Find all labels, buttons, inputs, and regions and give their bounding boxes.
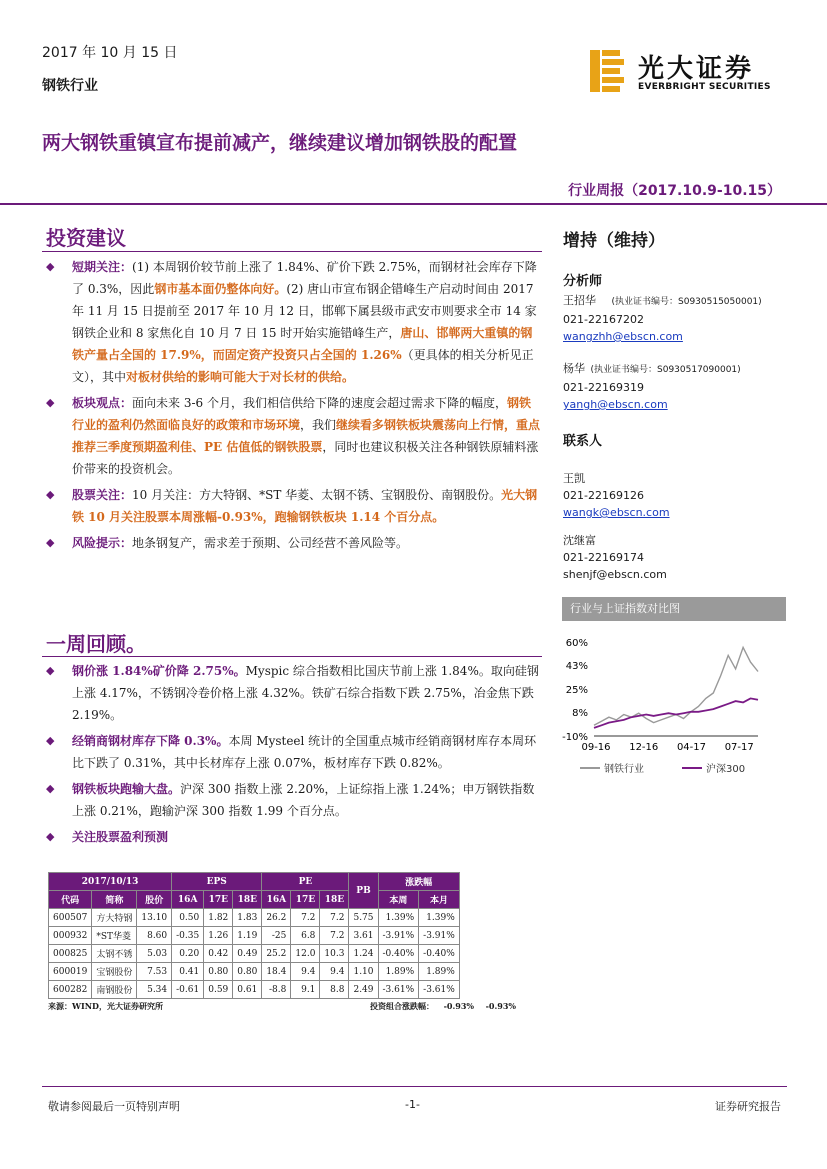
highlight-text: 对板材供给的影响可能大于对长材的供给。 xyxy=(126,370,355,384)
contact-phone: 021-22169126 xyxy=(563,489,644,502)
table-header-cell: PE xyxy=(262,873,349,891)
table-cell: 5.75 xyxy=(349,909,378,927)
contact-1 xyxy=(563,470,670,521)
body-text: (1) 本周钢价较节前上涨了 1.84%、矿价下跌 2.75%，而钢材社会库存下降了 0.3%，因此 xyxy=(72,260,537,296)
analyst-phone: 021-22169319 xyxy=(563,381,644,394)
analyst-phone: 021-22167202 xyxy=(563,313,644,326)
y-tick-label: 43% xyxy=(565,660,588,672)
highlight-text: 钢市基本面仍整体向好。 xyxy=(154,282,287,296)
table-row xyxy=(49,909,460,927)
body-text: (2) 唐山市宣布钢企错峰生产启动时间由 2017 年 11 月 15 日提前至 2017 年 10 月 12 日，邯郸下属县级市武安市则要求全市 14 家钢铁企业和 8 家焦化自 10 月 7 日 15 时开始实施错峰生产， xyxy=(72,282,537,340)
header-divider xyxy=(0,203,827,205)
table-cell: 25.2 xyxy=(262,945,291,963)
table-cell: -3.61% xyxy=(378,981,419,999)
table-cell: 1.39% xyxy=(378,909,419,927)
table-header-cell: EPS xyxy=(172,873,262,891)
table-cell: -3.91% xyxy=(378,927,419,945)
table-cell: -8.8 xyxy=(262,981,291,999)
table-header-cell: 本月 xyxy=(419,891,460,909)
table-header-cell: 17E xyxy=(291,891,320,909)
table-cell: 1.39% xyxy=(419,909,460,927)
contact-email: shenjf@ebscn.com xyxy=(563,568,667,581)
analyst-2 xyxy=(563,360,793,413)
table-cell: 1.24 xyxy=(349,945,378,963)
analyst-name: 王招华 xyxy=(563,294,596,307)
portfolio-week: -0.93% xyxy=(443,1001,474,1011)
body-text: 10 月关注：方大特钢、*ST 华菱、太钢不锈、宝钢股份、南钢股份。 xyxy=(132,488,502,502)
body-text: ，我们 xyxy=(300,418,337,432)
table-cell: 600282 xyxy=(49,981,92,999)
logo-text-cn: 光大证券 xyxy=(638,54,755,84)
diamond-bullet-icon: ◆ xyxy=(46,734,55,747)
table-header-cell: 18E xyxy=(233,891,262,909)
highlight-text: 光大钢铁 10 月关注股票本周涨幅-0.93%，跑输钢铁板块 1.14 个百分点。 xyxy=(72,488,538,524)
comparison-line-chart xyxy=(558,628,788,778)
y-tick-label: 60% xyxy=(565,638,588,649)
table-cell: 方大特钢 xyxy=(92,909,137,927)
table-cell: 18.4 xyxy=(262,963,291,981)
table-header-row xyxy=(49,891,460,909)
table-cell: 0.41 xyxy=(172,963,204,981)
report-type: 行业周报（2017.10.9-10.15） xyxy=(568,183,781,199)
analyst-email-link[interactable]: wangzhh@ebscn.com xyxy=(563,330,683,343)
table-cell: 7.2 xyxy=(291,909,320,927)
invest-bullets xyxy=(42,256,542,558)
body-text: Myspic 综合指数相比国庆节前上涨 1.84%。取向硅钢上涨 4.17%，不锈钢冷卷价格上涨 4.32%。铁矿石综合指数下跌 2.75%，冶金焦下跌 2.19%。 xyxy=(72,664,539,722)
table-cell: 1.89% xyxy=(378,963,419,981)
review-bullet xyxy=(42,778,542,822)
body-text: 面向未来 3-6 个月，我们相信供给下降的速度会超过需求下降的幅度， xyxy=(132,396,507,410)
table-cell: -0.61 xyxy=(172,981,204,999)
analyst-cert: (执业证书编号：S0930517090001) xyxy=(590,365,741,375)
y-tick-label: -10% xyxy=(562,732,588,743)
table-cell: 0.61 xyxy=(233,981,262,999)
bullet-lead: 板块观点： xyxy=(72,396,133,410)
diamond-bullet-icon: ◆ xyxy=(46,830,55,843)
y-tick-label: 8% xyxy=(572,707,588,719)
body-text: ，同时也建议积极关注各种钢铁原辅料涨价带来的投资机会。 xyxy=(72,440,539,476)
table-cell: 1.83 xyxy=(233,909,262,927)
stock-forecast-table xyxy=(48,872,460,999)
table-cell: 1.19 xyxy=(233,927,262,945)
company-logo xyxy=(588,48,788,98)
rating: 增持（维持） xyxy=(563,231,665,251)
legend-label: 钢铁行业 xyxy=(604,764,644,775)
table-cell: 0.50 xyxy=(172,909,204,927)
table-row xyxy=(49,963,460,981)
table-cell: 0.80 xyxy=(233,963,262,981)
section-underline xyxy=(42,656,542,657)
series-line-2 xyxy=(594,698,758,728)
review-bullet xyxy=(42,826,542,848)
table-cell: 0.49 xyxy=(233,945,262,963)
analyst-heading: 分析师 xyxy=(563,274,603,289)
table-cell: 9.4 xyxy=(320,963,349,981)
table-cell: 7.53 xyxy=(137,963,172,981)
industry-label: 钢铁行业 xyxy=(42,78,98,94)
analyst-cert: (执业证书编号：S0930515050001) xyxy=(611,297,762,307)
x-tick-label: 12-16 xyxy=(629,742,659,753)
table-cell: -0.35 xyxy=(172,927,204,945)
table-header-cell: 17E xyxy=(204,891,233,909)
x-tick-label: 07-17 xyxy=(724,742,754,753)
table-cell: -0.40% xyxy=(378,945,419,963)
highlight-text: 唐山、邯郸两大重镇的钢铁产量占全国的 17.9%，而固定资产投资只占全国的 1.26% xyxy=(72,326,533,362)
table-header-row xyxy=(49,873,460,891)
table-cell: 6.8 xyxy=(291,927,320,945)
diamond-bullet-icon: ◆ xyxy=(46,488,55,501)
contact-phone: 021-22169174 xyxy=(563,551,644,564)
legend-label: 沪深300 xyxy=(706,764,746,775)
section-title-invest: 投资建议 xyxy=(46,226,126,250)
x-tick-label: 04-17 xyxy=(676,742,707,753)
table-cell: 1.26 xyxy=(204,927,233,945)
table-footer xyxy=(48,1001,516,1012)
table-header-cell: 18E xyxy=(320,891,349,909)
report-title: 两大钢铁重镇宣布提前减产，继续建议增加钢铁股的配置 xyxy=(42,132,518,154)
logo-text-en: EVERBRIGHT SECURITIES xyxy=(638,82,771,92)
table-header-cell: 代码 xyxy=(49,891,92,909)
table-header-cell: 16A xyxy=(172,891,204,909)
contact-heading: 联系人 xyxy=(563,434,603,449)
body-text: 地条钢复产，需求差于预期、公司经营不善风险等。 xyxy=(132,536,409,550)
analyst-name: 杨华 xyxy=(563,362,585,375)
table-cell: 000825 xyxy=(49,945,92,963)
table-cell: 12.0 xyxy=(291,945,320,963)
table-row xyxy=(49,927,460,945)
section-underline xyxy=(42,251,542,252)
table-cell: 宝钢股份 xyxy=(92,963,137,981)
table-cell: 太钢不锈 xyxy=(92,945,137,963)
analyst-1 xyxy=(563,292,793,345)
table-cell: -3.91% xyxy=(419,927,460,945)
footer-disclaimer: 敬请参阅最后一页特别声明 xyxy=(48,1100,180,1113)
table-header-cell: 本周 xyxy=(378,891,419,909)
table-cell: 3.61 xyxy=(349,927,378,945)
footer-doc-type: 证券研究报告 xyxy=(715,1100,781,1113)
table-cell: 1.82 xyxy=(204,909,233,927)
invest-bullet xyxy=(42,392,542,480)
body-text: （更具体的相关分析见正文），其中 xyxy=(72,348,534,384)
table-cell: 南钢股份 xyxy=(92,981,137,999)
bullet-lead: 关注股票盈利预测 xyxy=(72,830,169,844)
table-cell: 13.10 xyxy=(137,909,172,927)
bullet-lead: 钢铁板块跑输大盘。 xyxy=(72,782,181,796)
table-cell: 10.3 xyxy=(320,945,349,963)
table-cell: -3.61% xyxy=(419,981,460,999)
contact-2 xyxy=(563,532,667,583)
table-header-cell: PB xyxy=(349,873,378,909)
everbright-logo-icon xyxy=(588,48,628,94)
portfolio-label: 投资组合涨跌幅： xyxy=(370,1001,434,1011)
table-cell: 1.10 xyxy=(349,963,378,981)
table-cell: 600507 xyxy=(49,909,92,927)
bullet-lead: 经销商钢材库存下降 0.3%。 xyxy=(72,734,229,748)
table-source: 来源：WIND，光大证券研究所 xyxy=(48,1001,163,1011)
table-cell: 5.34 xyxy=(137,981,172,999)
table-header-cell: 股价 xyxy=(137,891,172,909)
table-cell: 1.89% xyxy=(419,963,460,981)
contact-name: 沈继富 xyxy=(563,534,596,547)
invest-bullet xyxy=(42,532,542,554)
table-cell: *ST华菱 xyxy=(92,927,137,945)
contact-name: 王凯 xyxy=(563,472,585,485)
y-tick-label: 25% xyxy=(565,685,588,696)
table-cell: 26.2 xyxy=(262,909,291,927)
diamond-bullet-icon: ◆ xyxy=(46,260,55,273)
bullet-lead: 钢价涨 1.84%矿价降 2.75%。 xyxy=(72,664,246,678)
table-cell: 8.8 xyxy=(320,981,349,999)
bullet-lead: 股票关注： xyxy=(72,488,133,502)
table-header-cell: 16A xyxy=(262,891,291,909)
highlight-text: 钢铁行业的盈利仍然面临良好的政策和市场环境 xyxy=(72,396,531,432)
body-text: 本周 Mysteel 统计的全国重点城市经销商钢材库存本周环比下跌了 0.31%，其中长材库存上涨 0.07%，板材库存下跌 0.82%。 xyxy=(72,734,537,770)
table-cell: 7.2 xyxy=(320,927,349,945)
table-row xyxy=(49,981,460,999)
body-text: 沪深 300 指数上涨 2.20%，上证综指上涨 1.24%；申万钢铁指数上涨 0.21%，跑输沪深 300 指数 1.99 个百分点。 xyxy=(72,782,535,818)
section-title-review: 一周回顾。 xyxy=(46,632,146,656)
table-cell: -0.40% xyxy=(419,945,460,963)
footer-divider xyxy=(42,1086,787,1087)
table-cell: 0.42 xyxy=(204,945,233,963)
highlight-text: 继续看多钢铁板块震荡向上行情，重点推荐三季度预期盈利佳、PE 估值低的钢铁股票 xyxy=(72,418,541,454)
review-bullets xyxy=(42,660,542,852)
diamond-bullet-icon: ◆ xyxy=(46,664,55,677)
report-date: 2017 年 10 月 15 日 xyxy=(42,45,178,61)
analyst-email-link[interactable]: yangh@ebscn.com xyxy=(563,398,668,411)
table-cell: 8.60 xyxy=(137,927,172,945)
bullet-lead: 短期关注： xyxy=(72,260,133,274)
bullet-lead: 风险提示： xyxy=(72,536,133,550)
table-cell: 7.2 xyxy=(320,909,349,927)
review-bullet xyxy=(42,660,542,726)
chart-title-bar: 行业与上证指数对比图 xyxy=(562,597,786,621)
page-number: -1- xyxy=(405,1098,420,1111)
table-cell: 5.03 xyxy=(137,945,172,963)
table-row xyxy=(49,945,460,963)
table-cell: 000932 xyxy=(49,927,92,945)
table-cell: -25 xyxy=(262,927,291,945)
diamond-bullet-icon: ◆ xyxy=(46,536,55,549)
invest-bullet xyxy=(42,256,542,388)
x-tick-label: 09-16 xyxy=(581,742,611,753)
table-header-cell: 简称 xyxy=(92,891,137,909)
invest-bullet xyxy=(42,484,542,528)
table-cell: 0.20 xyxy=(172,945,204,963)
table-cell: 0.59 xyxy=(204,981,233,999)
stock-table-wrap xyxy=(48,872,516,1012)
table-cell: 0.80 xyxy=(204,963,233,981)
diamond-bullet-icon: ◆ xyxy=(46,782,55,795)
review-bullet xyxy=(42,730,542,774)
table-cell: 2.49 xyxy=(349,981,378,999)
table-cell: 9.4 xyxy=(291,963,320,981)
diamond-bullet-icon: ◆ xyxy=(46,396,55,409)
portfolio-month: -0.93% xyxy=(485,1001,516,1011)
table-cell: 9.1 xyxy=(291,981,320,999)
table-cell: 600019 xyxy=(49,963,92,981)
contact-email-link[interactable]: wangk@ebscn.com xyxy=(563,506,670,519)
table-header-cell: 2017/10/13 xyxy=(49,873,172,891)
table-header-cell: 涨跌幅 xyxy=(378,873,459,891)
